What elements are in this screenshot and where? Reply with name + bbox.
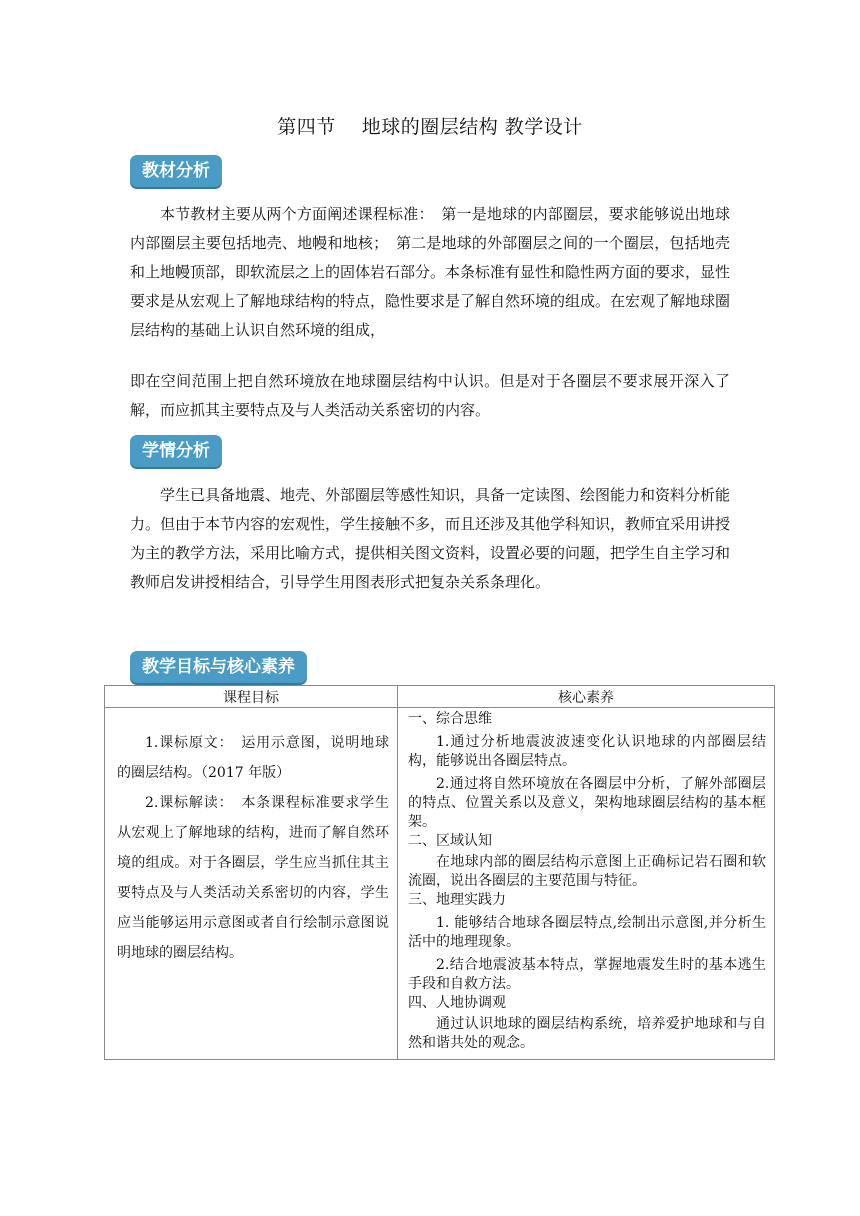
goals-table (104, 685, 775, 1060)
textbook-analysis-paragraph-continued (130, 367, 730, 425)
literacy-item: 2.通过将自然环境放在各圈层中分析，了解外部圈层的特点、位置关系以及意义，架构地球圈层结构的基本框架。 (408, 776, 766, 830)
course-standard-original: 1.课标原文： 运用示意图，说明地球的圈层结构。（2017 年版） (117, 735, 389, 781)
section-badge-student-analysis: 学情分析 (130, 435, 222, 467)
section-badge-teaching-goals: 教学目标与核心素养 (130, 651, 307, 683)
literacy-item: 1.通过分析地震波波速变化认识地球的内部圈层结构，能够说出各圈层特点。 (408, 734, 766, 769)
section-badge-textbook-analysis: 教材分析 (130, 155, 222, 187)
literacy-item: 1. 能够结合地球各圈层特点,绘制出示意图,并分析生活中的地理现象。 (408, 915, 766, 950)
header-core-literacy: 核心素养 (398, 686, 775, 708)
course-standard-interpretation: 2.课标解读： 本条课程标准要求学生从宏观上了解地球的结构，进而了解自然环境的组成。对于各圈层，学生应当抓住其主要特点及与人类活动关系密切的内容，学生应当能够运用示意图或者自行绘制示意图说明地球的圈层结构。 (117, 795, 389, 961)
textbook-analysis-text-2: 即在空间范围上把自然环境放在地球圈层结构中认识。但是对于各圈层不要求展开深入了解，而应抓其主要特点及与人类活动关系密切的内容。 (130, 372, 730, 419)
literacy-heading-regional-cognition: 二、区域认知 (408, 833, 492, 849)
goals-table-row (105, 708, 775, 1060)
literacy-item: 在地球内部的圈层结构示意图上正确标记岩石圈和软流圈，说出各圈层的主要范围与特征。 (408, 854, 766, 889)
literacy-heading-human-earth-harmony: 四、人地协调观 (408, 995, 506, 1011)
literacy-item: 2.结合地震波基本特点，掌握地震发生时的基本逃生手段和自救方法。 (408, 957, 766, 992)
core-literacy-cell (398, 708, 775, 1060)
goals-table-header-row (105, 686, 775, 708)
student-analysis-paragraph (130, 481, 730, 597)
document-title: 第四节 地球的圈层结构 教学设计 (277, 116, 583, 138)
literacy-heading-geographic-practice: 三、地理实践力 (408, 892, 506, 908)
course-goals-cell (105, 708, 398, 1060)
textbook-analysis-text-1: 本节教材主要从两个方面阐述课程标准： 第一是地球的内部圈层，要求能够说出地球内部圈层主要包括地壳、地幔和地核； 第二是地球的外部圈层之间的一个圈层，包括地壳和上地幔顶部，即软流层之上的固体岩石部分。本条标准有显性和隐性两方面的要求，显性要求是从宏观上了解地球结构的特点，隐性要求是了解自然环境的组成。在宏观了解地球圈层结构的基础上认识自然环境的组成， (130, 205, 731, 339)
textbook-analysis-paragraph (130, 200, 730, 345)
header-course-goals: 课程目标 (105, 686, 398, 708)
literacy-item: 通过认识地球的圈层结构系统，培养爱护地球和与自然和谐共处的观念。 (408, 1016, 766, 1051)
student-analysis-text: 学生已具备地震、地壳、外部圈层等感性知识，具备一定读图、绘图能力和资料分析能力。但由于本节内容的宏观性，学生接触不多，而且还涉及其他学科知识，教师宜采用讲授为主的教学方法，采用比喻方式，提供相关图文资料，设置必要的问题，把学生自主学习和教师启发讲授相结合，引导学生用图表形式把复杂关系条理化。 (130, 486, 731, 591)
literacy-heading-integrated-thinking: 一、综合思维 (408, 711, 492, 727)
